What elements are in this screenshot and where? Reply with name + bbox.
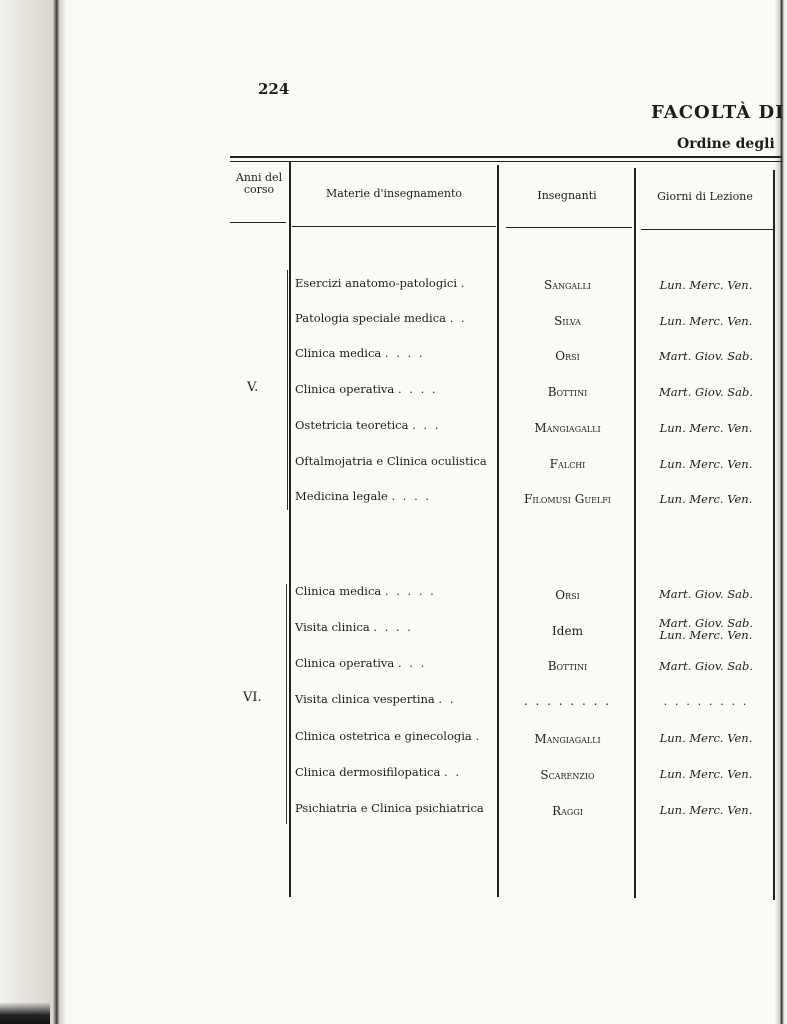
- header-underline-3: [506, 227, 632, 228]
- subject-cell: Psichiatria e Clinica psichiatrica: [295, 801, 484, 815]
- page-subtitle: Ordine degli: [677, 136, 775, 152]
- days-cell: Mart. Giov. Sab.: [658, 349, 754, 363]
- subject-cell: Clinica dermosifilopatica . .: [295, 765, 461, 779]
- subject-cell: Medicina legale . . . .: [295, 489, 432, 503]
- subject-cell: Clinica operativa . . . .: [295, 382, 438, 396]
- col-divider-4: [773, 170, 775, 900]
- days-cell: Lun. Merc. Ven.: [659, 457, 753, 471]
- days-cell: Lun. Merc. Ven.: [659, 803, 753, 817]
- table-top-rule: [230, 156, 782, 158]
- teacher-cell: Orsi: [555, 349, 580, 363]
- days-cell-second-line: Lun. Merc. Ven.: [659, 628, 753, 642]
- year-brace-vi: [286, 584, 293, 824]
- teacher-cell: Bottini: [547, 385, 588, 399]
- days-cell: Lun. Merc. Ven.: [659, 421, 753, 435]
- days-cell: . . . . . . . .: [663, 694, 749, 708]
- days-cell: Lun. Merc. Ven.: [659, 314, 753, 328]
- teacher-cell: Filomusi Guelfi: [524, 492, 611, 506]
- subject-cell: Clinica medica . . . .: [295, 346, 425, 360]
- days-cell: Mart. Giov. Sab.: [658, 587, 754, 601]
- header-underline-4: [641, 229, 773, 230]
- teacher-cell: . . . . . . . .: [523, 694, 612, 708]
- teacher-cell: Mangiagalli: [534, 732, 601, 746]
- teacher-cell: Bottini: [547, 659, 588, 673]
- binding-mark: [0, 1002, 50, 1024]
- teacher-cell: Scarenzio: [540, 768, 595, 782]
- subject-cell: Patologia speciale medica . .: [295, 311, 467, 325]
- year-brace-v: [287, 270, 294, 510]
- subject-cell: Clinica medica . . . . .: [295, 584, 436, 598]
- header-underline-1: [230, 222, 286, 223]
- year-label-v: V.: [247, 380, 259, 395]
- table-top-rule-thin: [230, 161, 782, 162]
- book-binding-shadow: [0, 0, 66, 1024]
- days-cell: Lun. Merc. Ven.: [659, 278, 753, 292]
- days-cell: Lun. Merc. Ven.: [659, 731, 753, 745]
- header-subjects: Materie d'insegnamento: [325, 187, 463, 200]
- header-years-text: Anni del corso: [235, 171, 283, 196]
- teacher-cell: Orsi: [555, 588, 580, 602]
- teacher-cell: Falchi: [549, 457, 586, 471]
- header-teachers: Insegnanti: [537, 189, 597, 202]
- header-days: Giorni di Lezione: [657, 190, 753, 203]
- subject-cell: Visita clinica . . . .: [295, 620, 413, 634]
- header-underline-2: [292, 226, 496, 227]
- page-number: 224: [258, 80, 290, 98]
- teacher-cell: Mangiagalli: [534, 421, 601, 435]
- days-cell: Mart. Giov. Sab.: [658, 616, 754, 630]
- year-label-vi: VI.: [243, 690, 262, 705]
- teacher-cell: Idem: [552, 624, 583, 638]
- teacher-cell: Raggi: [552, 804, 583, 818]
- subject-cell: Visita clinica vespertina . .: [295, 692, 456, 706]
- days-cell: Lun. Merc. Ven.: [659, 767, 753, 781]
- col-divider-2: [497, 165, 499, 897]
- subject-cell: Ostetricia teoretica . . .: [295, 418, 441, 432]
- page-title: FACOLTÀ DI: [651, 102, 785, 123]
- days-cell: Mart. Giov. Sab.: [658, 385, 754, 399]
- subject-cell: Oftalmojatria e Clinica oculistica: [295, 454, 487, 468]
- header-years: [232, 172, 286, 196]
- subject-cell: Clinica ostetrica e ginecologia .: [295, 729, 482, 743]
- days-cell: Mart. Giov. Sab.: [658, 659, 754, 673]
- page-edge-right: [775, 0, 787, 1024]
- subject-cell: Esercizi anatomo-patologici .: [295, 276, 467, 290]
- teacher-cell: Silva: [554, 314, 581, 328]
- days-cell: Lun. Merc. Ven.: [659, 492, 753, 506]
- subject-cell: Clinica operativa . . .: [295, 656, 427, 670]
- teacher-cell: Sangalli: [544, 278, 591, 292]
